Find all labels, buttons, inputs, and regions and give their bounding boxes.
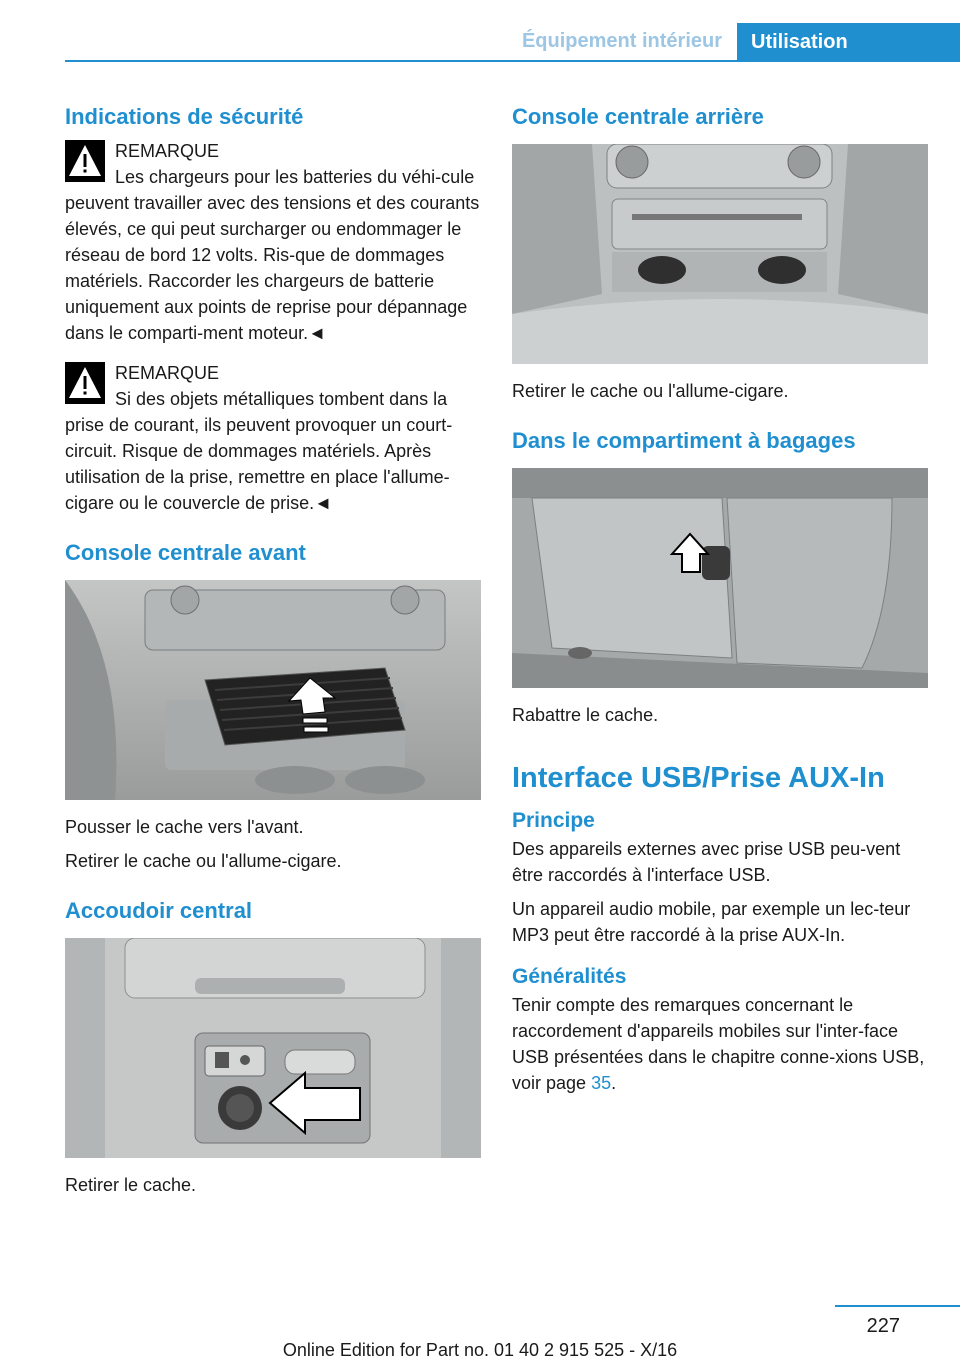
page-number-rule: [835, 1305, 960, 1307]
armrest-heading: Accoudoir central: [65, 898, 253, 923]
warning-triangle-icon: [65, 362, 105, 404]
rear-console-heading: Console centrale arrière: [512, 104, 764, 129]
warning-triangle-icon: [65, 140, 105, 182]
front-console-heading: Console centrale avant: [65, 540, 306, 565]
header-section-title: Équipement intérieur: [521, 30, 722, 52]
rear-console-photo: [512, 144, 928, 364]
principle-heading: Principe: [512, 809, 595, 832]
front-console-photo: [65, 580, 481, 800]
trunk-caption: Rabattre le cache.: [512, 705, 659, 725]
principle-text-2: Un appareil audio mobile, par exemple un lec-teur MP3 peut être raccordé à la prise AUX-In.: [512, 899, 911, 945]
usb-heading: Interface USB/Prise AUX-In: [512, 762, 885, 794]
header-rule: [65, 60, 960, 62]
warning-block-1: [65, 138, 481, 346]
armrest-caption: Retirer le cache.: [65, 1175, 197, 1195]
header-tab: Utilisation: [737, 23, 960, 62]
armrest-photo: [65, 938, 481, 1158]
page-link[interactable]: 35: [591, 1073, 612, 1093]
trunk-photo: [512, 468, 928, 688]
warning-1-text: Les chargeurs pour les batteries du véhi-cule peuvent travailler avec des tensions et des courants élevés, ce qui peut surcharger ou endommager le réseau de bord 12 volts. Ris-que de dommages matériels. Raccorder les chargeurs de batterie uniquement aux points de reprise pour dépannage dans le comparti-ment moteur.◄: [65, 167, 480, 343]
warning-1-label: REMARQUE: [115, 141, 220, 161]
rear-caption: Retirer le cache ou l'allume-cigare.: [512, 381, 789, 401]
footer-edition: Online Edition for Part no. 01 40 2 915 525 - X/16: [282, 1340, 678, 1360]
safety-heading: Indications de sécurité: [65, 104, 304, 129]
general-body: Tenir compte des remarques concernant le raccordement d'appareils mobiles sur l'inter-face USB présentées dans le chapitre conne-xions USB, voir page: [512, 995, 925, 1093]
general-heading: Généralités: [512, 965, 627, 988]
warning-block-2: [65, 360, 481, 516]
principle-text-1: Des appareils externes avec prise USB peu-vent être raccordés à l'interface USB.: [512, 839, 901, 885]
warning-2-label: REMARQUE: [115, 363, 220, 383]
left-column: [65, 100, 481, 1198]
front-caption-2: Retirer le cache ou l'allume-cigare.: [65, 851, 342, 871]
warning-2-text: Si des objets métalliques tombent dans la prise de courant, ils peuvent provoquer un court-circuit. Risque de dommages matériels. Après utilisation de la prise, remettre en place l'allume-cigare ou le couvercle de prise.◄: [65, 389, 453, 513]
front-caption-1: Pousser le cache vers l'avant.: [65, 817, 304, 837]
general-text: [512, 992, 928, 1096]
right-column: [512, 100, 928, 1096]
trunk-heading: Dans le compartiment à bagages: [512, 428, 856, 453]
page-number: 227: [866, 1315, 900, 1337]
general-end: .: [611, 1073, 617, 1093]
